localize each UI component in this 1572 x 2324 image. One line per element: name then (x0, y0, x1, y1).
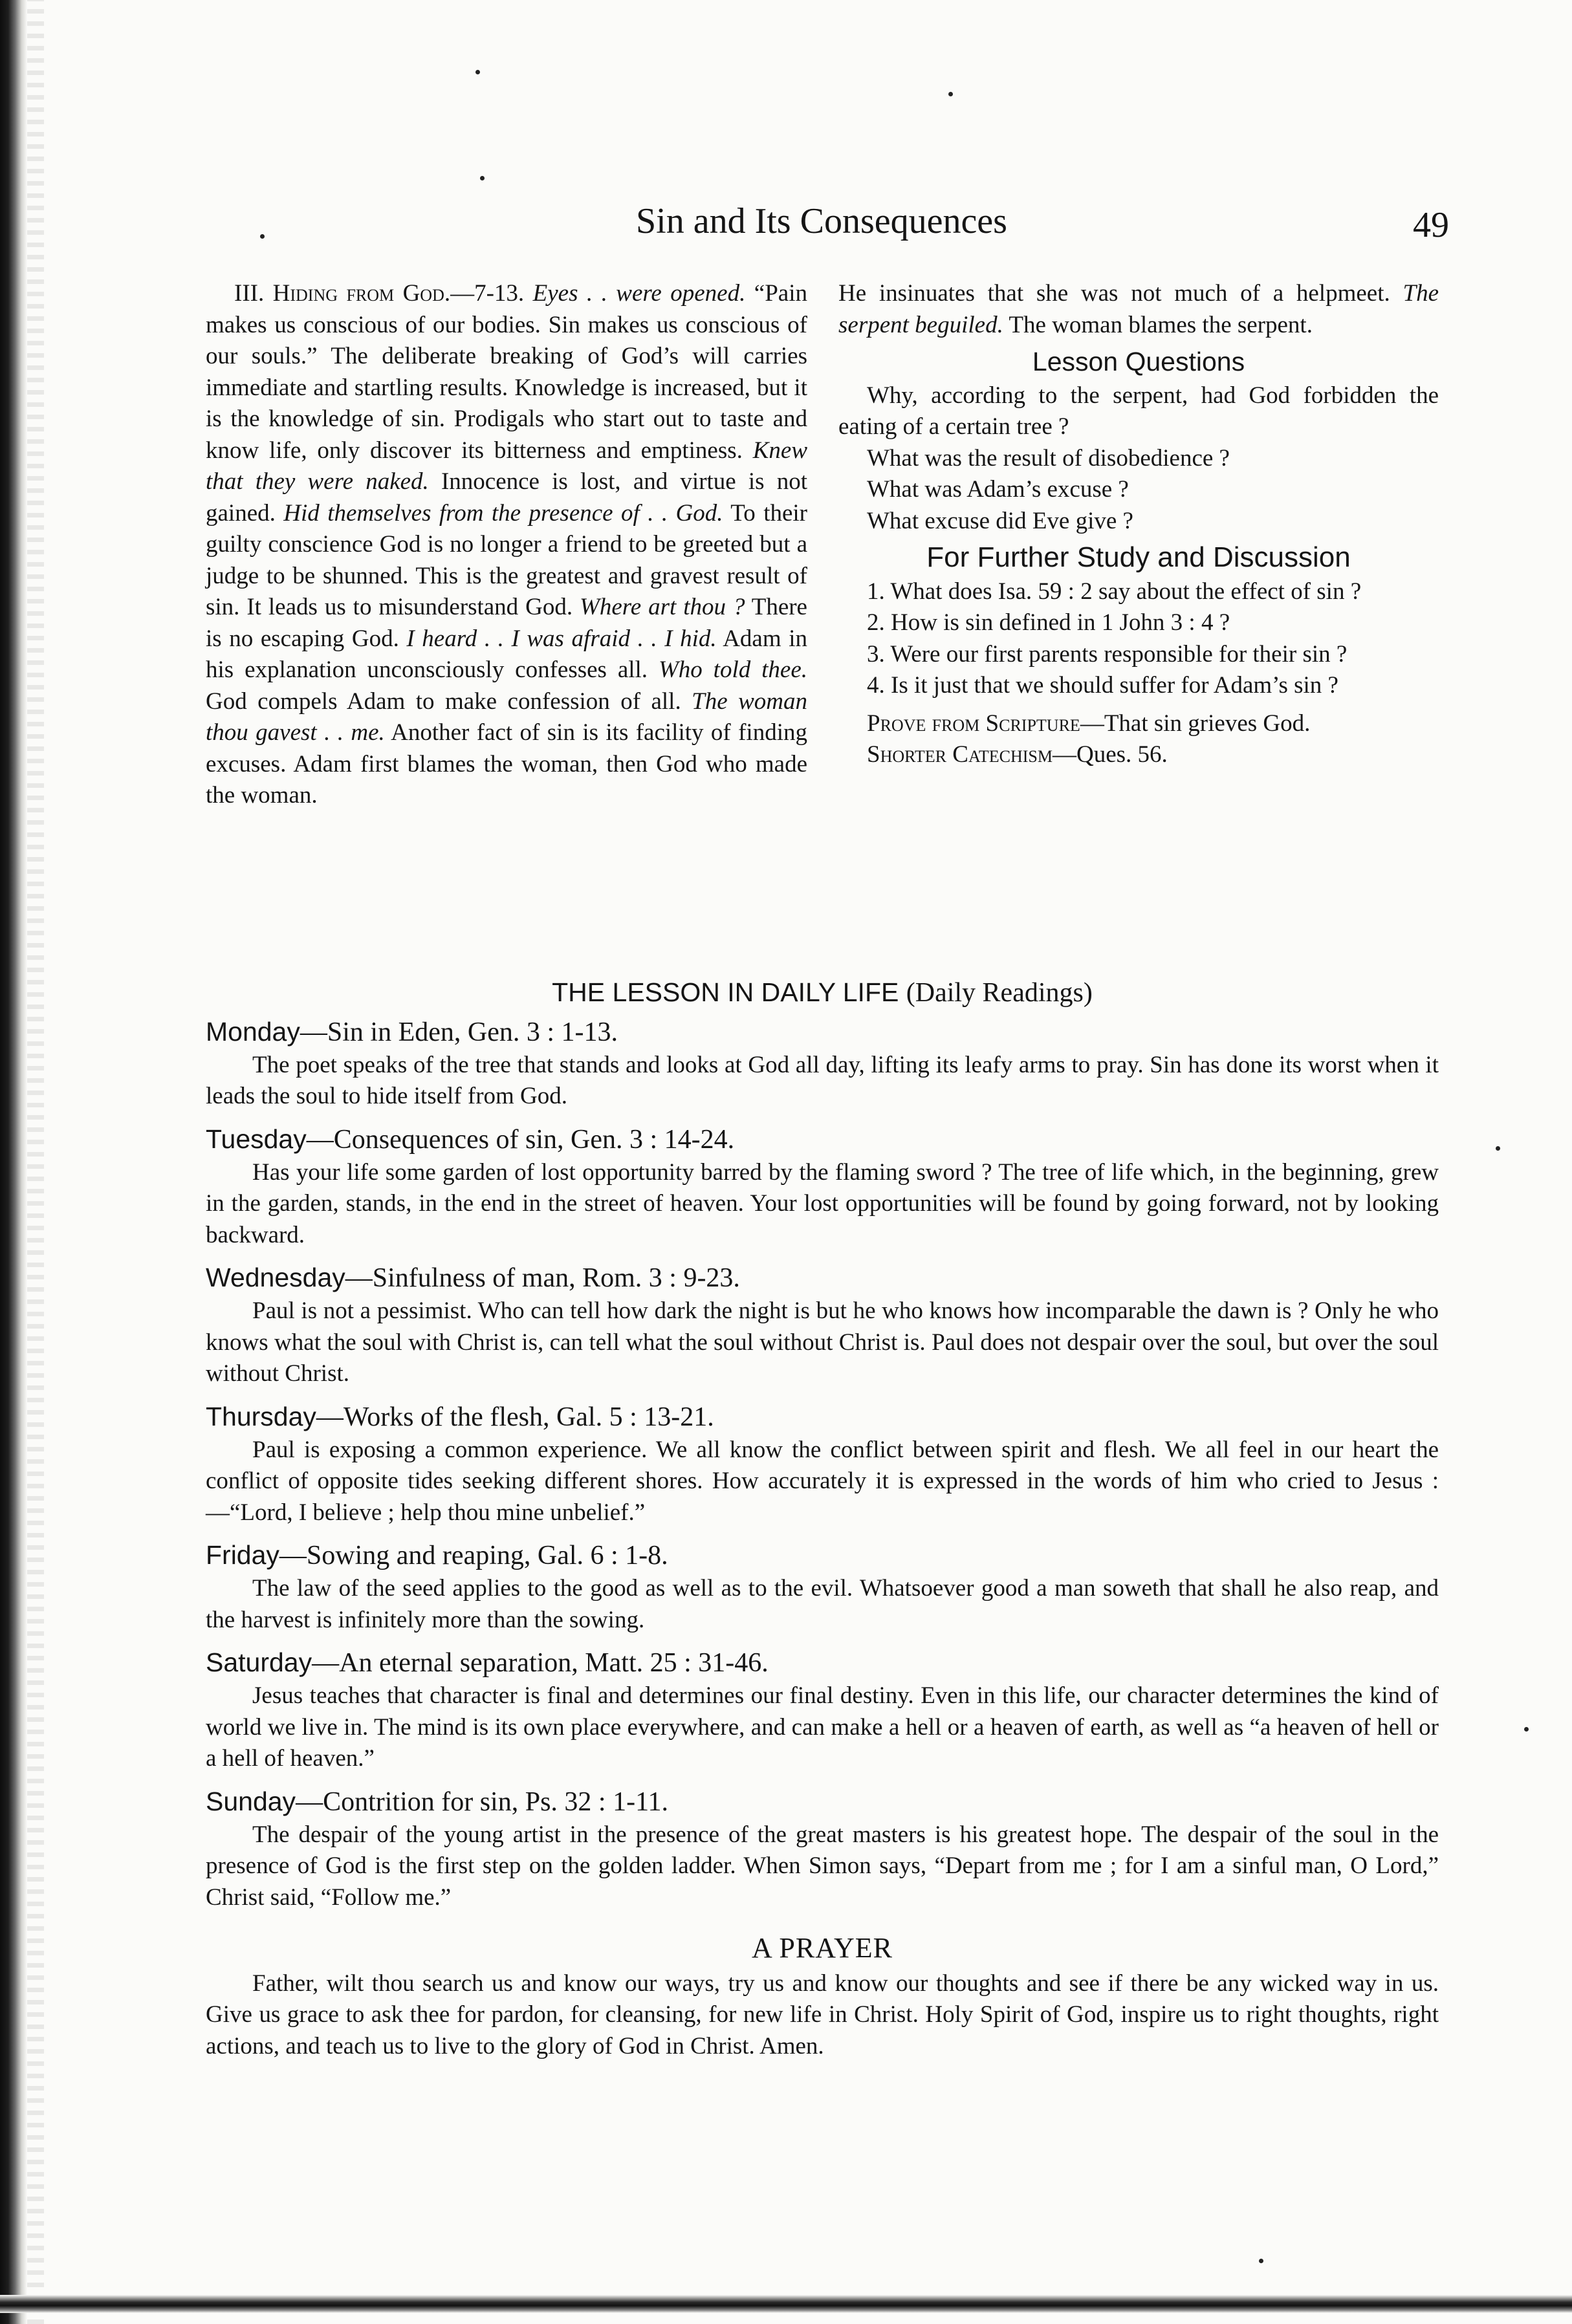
daily-reading-wednesday (206, 1260, 1439, 1390)
scan-bottom-edge (0, 2295, 1572, 2313)
daily-reading-tuesday (206, 1122, 1439, 1252)
scan-speck (1524, 1727, 1529, 1732)
reading-text: Has your life some garden of lost opportunity barred by the flaming sword ? The tree of life which, in the beginning, grew in the garden, stands, in the end in the street of heaven. Your lost opportunities will be found by going forward, not by looking backward. (206, 1158, 1439, 1248)
italic-quote: The woman thou gavest . . me. (206, 688, 807, 746)
section-label: III. Hiding from God.—7-13. (234, 280, 525, 307)
reading-heading (206, 1122, 1439, 1157)
italic-quote: Where art thou ? (580, 594, 745, 620)
lesson-questions-heading: Lesson Questions (1032, 347, 1245, 376)
daily-reading-friday (206, 1537, 1439, 1636)
body-text: God compels Adam to make confession of all. (206, 688, 692, 715)
body-text: Another fact of sin is its facility of finding excuses. Adam first blames the woman, then God who made the woman. (206, 719, 807, 809)
day-name: Monday (206, 1016, 300, 1047)
scan-speck (948, 92, 953, 96)
day-name: Sunday (206, 1786, 296, 1816)
right-column (838, 278, 1439, 771)
reading-text: Jesus teaches that character is final and determines our final destiny. Even in this life, our character determines the kind of world we live in. The mind is its own place everywhere, and can make a hell or a heaven of earth, as well as “a heaven of hell or a hell of heaven.” (206, 1682, 1439, 1772)
day-name: Wednesday (206, 1263, 345, 1292)
reading-reference: —Works of the flesh, Gal. 5 : 13-21. (316, 1402, 714, 1432)
further-study-heading: For Further Study and Discussion (926, 541, 1351, 573)
left-column (206, 278, 807, 812)
scan-binding-shadow (27, 0, 44, 2324)
list-item: 3. Were our first parents responsible for their sin ? (867, 640, 1348, 668)
daily-life-section (206, 977, 1439, 2062)
italic-quote: Eyes . . were opened. (532, 280, 746, 307)
reading-reference: —Sinfulness of man, Rom. 3 : 9-23. (345, 1263, 740, 1293)
prayer-text: Father, wilt thou search us and know our ways, try us and know our thoughts and see if there be any wicked way in us. Give us grace to ask thee for pardon, for cleansing, for new life in Christ. Holy Spirit of God, inspire us to right thoughts, right actions, and teach us to live to the glory of God in Christ. Amen. (206, 1970, 1439, 2059)
list-item: Why, according to the serpent, had God forbidden the eating of a certain tree ? (838, 382, 1439, 440)
italic-quote: The serpent beguiled. (838, 280, 1439, 338)
daily-reading-monday (206, 1014, 1439, 1113)
reading-heading (206, 1014, 1439, 1050)
daily-reading-thursday (206, 1399, 1439, 1529)
scan-speck (475, 70, 480, 74)
reading-reference: —Contrition for sin, Ps. 32 : 1-11. (296, 1786, 669, 1817)
scan-speck (480, 176, 485, 180)
reading-reference: —Sin in Eden, Gen. 3 : 1-13. (300, 1017, 618, 1047)
catechism-text: —Ques. 56. (1052, 741, 1168, 768)
prayer-heading: A PRAYER (752, 1932, 893, 1964)
catechism-label: Shorter Catechism (867, 741, 1053, 768)
body-text: He insinuates that she was not much of a helpmeet. (838, 280, 1403, 307)
day-name: Friday (206, 1540, 279, 1570)
prove-text: —That sin grieves God. (1080, 710, 1311, 737)
reading-reference: —Consequences of sin, Gen. 3 : 14-24. (306, 1124, 735, 1155)
reading-text: The law of the seed applies to the good as well as to the evil. Whatsoever good a man soweth that shall he also reap, and the harvest is infinitely more than the sowing. (206, 1575, 1439, 1633)
body-text: Innocence is lost, and virtue is not gained. (206, 468, 807, 527)
continuation-paragraph (838, 278, 1439, 341)
reading-text: Paul is not a pessimist. Who can tell how dark the night is but he who knows how incomparable the dawn is ? Only he who knows what the soul with Christ is, can tell what the soul without Christ is. Paul does not despair over the soul, but over the soul without Christ. (206, 1298, 1439, 1387)
prove-label: Prove from Scripture (867, 710, 1080, 737)
day-name: Thursday (206, 1401, 316, 1431)
italic-quote: Knew that they were naked. (206, 437, 807, 495)
list-item: 2. How is sin defined in 1 John 3 : 4 ? (867, 609, 1230, 636)
hiding-from-god-paragraph (206, 278, 807, 812)
page-title: Sin and Its Consequences (636, 201, 1007, 241)
body-text: The woman blames the serpent. (1003, 311, 1313, 338)
list-item: What was Adam’s excuse ? (867, 476, 1129, 503)
reading-heading (206, 1399, 1439, 1435)
body-text: Adam in his explanation unconsciously confesses all. (206, 625, 807, 683)
reading-heading (206, 1260, 1439, 1296)
reading-reference: —An eternal separation, Matt. 25 : 31-46. (312, 1648, 769, 1678)
italic-quote: Hid themselves from the presence of . . God. (283, 499, 723, 527)
running-head (194, 201, 1449, 252)
list-item: What excuse did Eve give ? (867, 507, 1133, 534)
daily-reading-sunday (206, 1784, 1439, 1914)
further-study-list (838, 576, 1439, 702)
list-item: 1. What does Isa. 59 : 2 say about the effect of sin ? (867, 578, 1362, 605)
lesson-questions-list (838, 380, 1439, 538)
page-number: 49 (1413, 205, 1449, 245)
italic-quote: Who told thee. (658, 657, 807, 683)
scan-speck (1496, 1146, 1500, 1151)
daily-life-title: THE LESSON IN DAILY LIFE (552, 977, 899, 1007)
list-item: 4. Is it just that we should suffer for Adam’s sin ? (867, 672, 1338, 699)
daily-life-subtitle: (Daily Readings) (906, 978, 1093, 1008)
reading-heading (206, 1537, 1439, 1573)
section-body (206, 280, 807, 809)
body-text: There is no escaping God. (206, 594, 807, 652)
day-name: Tuesday (206, 1124, 307, 1154)
reading-text: The despair of the young artist in the presence of the great masters is his greatest hope. The despair of the soul in the presence of God is the first step on the golden ladder. When Simon says, “Depart from me ; for I am a sinful man, O Lord,” Christ said, “Follow me.” (206, 1821, 1439, 1911)
reading-heading (206, 1645, 1439, 1680)
day-name: Saturday (206, 1647, 312, 1677)
body-text: “Pain makes us conscious of our bodies. Sin makes us conscious of our souls.” The deliberate breaking of God’s will carries immediate and startling results. Knowledge is increased, but it is the knowledge of sin. Prodigals who start out to taste and know life, only discover its bitterness and emptiness. (206, 280, 807, 464)
list-item: What was the result of disobedience ? (867, 444, 1230, 472)
reading-reference: —Sowing and reaping, Gal. 6 : 1-8. (279, 1541, 668, 1570)
daily-life-heading (206, 977, 1439, 1009)
body-text: To their guilty conscience God is no longer a friend to be greeted but a judge to be shunned. This is the greatest and gravest result of sin. It leads us to misunderstand God. (206, 499, 808, 620)
reading-text: The poet speaks of the tree that stands and looks at God all day, lifting its leafy arms to pray. Sin has done its worst when it leads the soul to hide itself from God. (206, 1051, 1439, 1109)
daily-reading-saturday (206, 1645, 1439, 1775)
reading-text: Paul is exposing a common experience. We all know the conflict between spirit and flesh. We all feel in our heart the conflict of opposite tides seeking different shores. How accurately it is expressed in the words of him who cried to Jesus :—“Lord, I believe ; help thou mine unbelief.” (206, 1436, 1439, 1526)
scan-speck (1259, 2259, 1263, 2263)
italic-quote: I heard . . I was afraid . . I hid. (406, 625, 717, 652)
scan-binding-edge (0, 0, 27, 2324)
reading-heading (206, 1784, 1439, 1819)
prove-from-scripture (838, 708, 1439, 740)
shorter-catechism (838, 739, 1439, 771)
